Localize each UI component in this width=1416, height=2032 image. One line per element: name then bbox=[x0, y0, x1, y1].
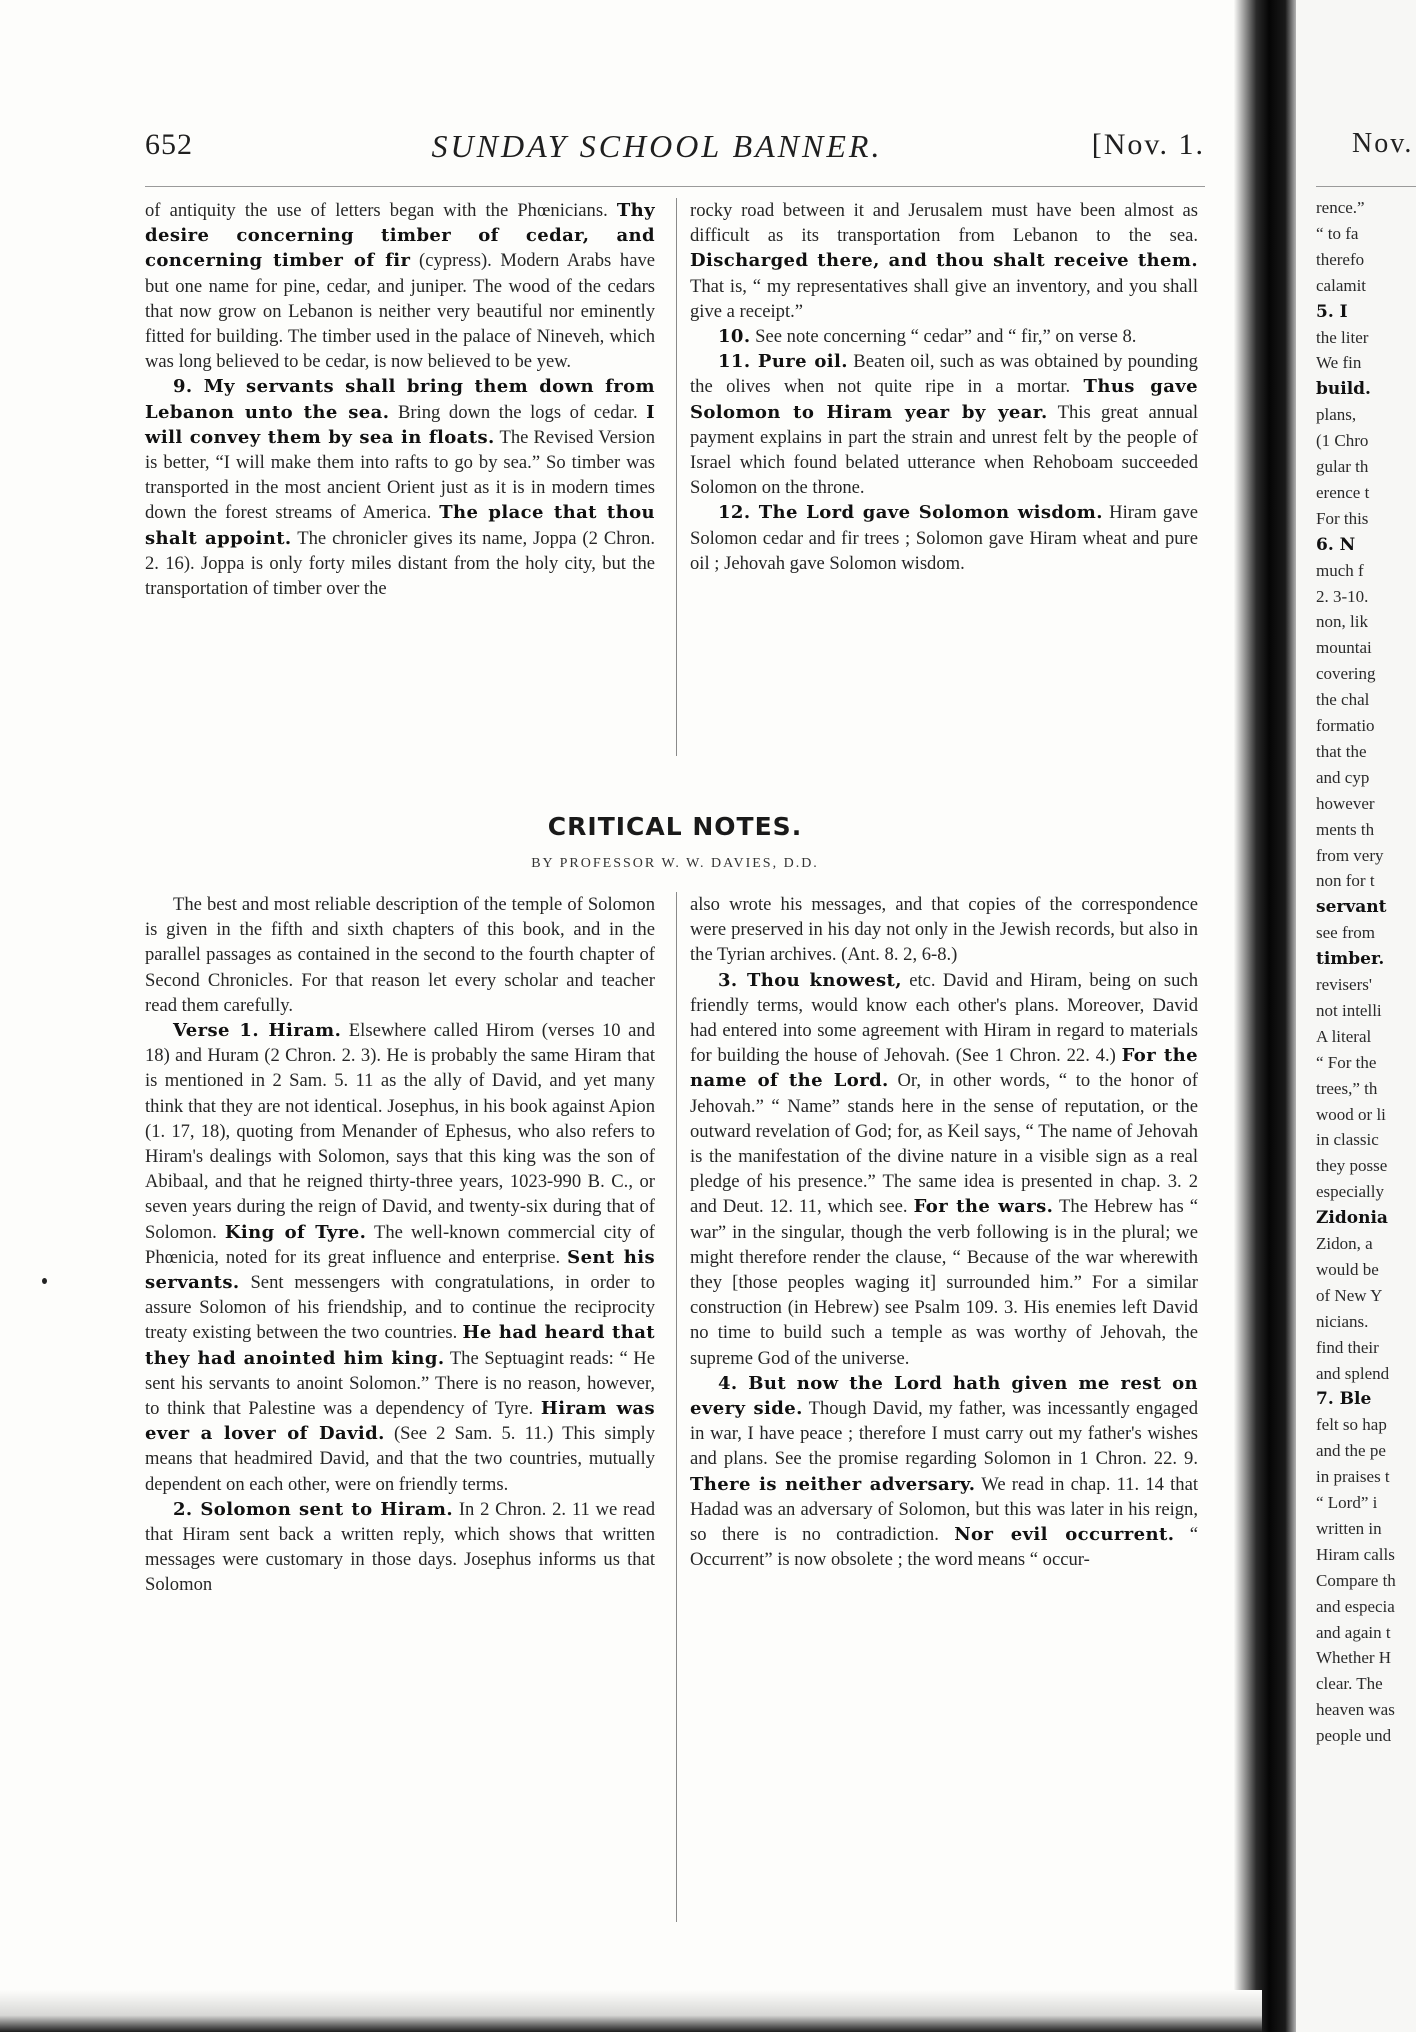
text-run: (cypress). Modern Arabs have but one name for pine, cedar, and juniper. The wood of the cedars that now grow on Lebanon is neither very beautiful nor eminently fitted for building. The timber used in the palace of Nineveh, which was long believed to be cedar, is now believed to be yew. bbox=[145, 250, 655, 373]
right-page-line: wood or li bbox=[1316, 1104, 1386, 1124]
text-run: The Hebrew has “ war” in the singular, though the verb following is in the plural; we might therefore render the clause, “ Because of the war wherewith they [those peoples waging it] surrounded him.” For a similar construction (in Hebrew) see Psalm 109. 3. His enemies left David no time to build such a temple as was worthy of Jehovah, the supreme God of the universe. bbox=[690, 1196, 1199, 1369]
column-rule-top bbox=[676, 198, 677, 756]
right-page-folio: Nov. bbox=[1352, 128, 1414, 159]
bold-heading-run: Sent his servants. bbox=[145, 1246, 655, 1294]
right-page-line: rence.” bbox=[1316, 198, 1365, 217]
bold-heading-run: He had heard that they had anointed him king. bbox=[145, 1322, 655, 1369]
text-run: That is, “ my representatives shall give an inventory, and you shall give a receipt.” bbox=[690, 275, 1198, 322]
bold-heading-run: 10. bbox=[718, 326, 751, 348]
bold-heading-run: 11. Pure oil. bbox=[718, 351, 848, 373]
right-page-line: not intelli bbox=[1316, 1000, 1382, 1020]
right-page-line: especially bbox=[1316, 1182, 1384, 1202]
right-page-line: trees,” th bbox=[1316, 1078, 1378, 1098]
right-page-line: heaven was bbox=[1316, 1700, 1395, 1720]
right-page-line: Compare th bbox=[1316, 1570, 1396, 1590]
right-page-line: nicians. bbox=[1316, 1311, 1369, 1331]
bold-heading-run: For the name of the Lord. bbox=[690, 1045, 1198, 1092]
right-page-line: 2. 3-10. bbox=[1316, 586, 1369, 606]
right-page-line: therefo bbox=[1316, 249, 1365, 269]
text-run: The Septuagint reads: “ He sent his servants to anoint Solomon.” There is no reason, however, to think that Palestine was a dependency of Tyre. bbox=[145, 1347, 655, 1420]
text-run: etc. David and Hiram, being on such friendly terms, would know each other's plans. Moreover, David had entered into some agreement with Hiram in regard to materials for building the house of Jehovah. (See 1 Chron. 22. 4.) bbox=[690, 969, 1198, 1067]
bold-heading-run: I will convey them by sea in floats. bbox=[145, 401, 655, 448]
section-byline: BY PROFESSOR W. W. DAVIES, D.D. bbox=[531, 856, 819, 871]
text-run: The Revised Version is better, “I will make them into rafts to go by sea.” So timber was transported in the most ancient Orient just as it is in modern times down the forest streams of America. bbox=[145, 426, 656, 524]
right-page-line: Zidonia bbox=[1316, 1208, 1388, 1229]
text-run: Beaten oil, such as was obtained by pounding the olives when not quite ripe in a mortar. bbox=[690, 351, 1198, 398]
text-run: This great annual payment explains in part the strain and unrest felt by the people of Israel which found belated utterance when Rehoboam succeeded Solomon on the throne. bbox=[690, 401, 1199, 499]
right-page-line: however bbox=[1316, 793, 1375, 813]
page-bottom-edge bbox=[0, 1990, 1262, 2032]
bold-heading-run: For the wars. bbox=[913, 1196, 1054, 1218]
bottom-right-column bbox=[690, 892, 1198, 1572]
right-page-line: Hiram calls bbox=[1316, 1544, 1395, 1564]
section-title: CRITICAL NOTES. bbox=[547, 812, 803, 841]
right-page-line: A literal bbox=[1316, 1026, 1372, 1046]
right-page-line: non, lik bbox=[1316, 612, 1368, 632]
text-run: In 2 Chron. 2. 11 we read that Hiram sent back a written reply, which shows that written messages were customary in those days. Josephus informs us that Solomon bbox=[145, 1498, 655, 1596]
paragraph bbox=[690, 500, 1198, 576]
right-page-line: (1 Chro bbox=[1316, 431, 1369, 451]
bold-heading-run: 2. Solomon sent to Hiram. bbox=[173, 1498, 454, 1520]
right-page-header-rule bbox=[1316, 186, 1416, 187]
text-run: The best and most reliable description of the temple of Solomon is given in the fifth and sixth chapters of this book, and in the parallel passages as contained in the second to the fourth chapter of Second Chronicles. For that reason let every scholar and teacher read them carefully. bbox=[145, 894, 655, 1016]
right-page-line: and cyp bbox=[1316, 767, 1370, 787]
right-page-line: “ to fa bbox=[1316, 223, 1359, 243]
right-page-line: We fin bbox=[1316, 353, 1362, 373]
page-gutter-shadow bbox=[1234, 0, 1298, 2032]
right-page-line: the chal bbox=[1316, 690, 1370, 710]
right-page-line: find their bbox=[1316, 1337, 1379, 1357]
right-page-line: felt so hap bbox=[1316, 1415, 1387, 1435]
text-run: Elsewhere called Hirom (verses 10 and 18) and Huram (2 Chron. 2. 3). He is probably the same Hiram that is mentioned in 2 Sam. 5. 11 as the ally of David, and yet many think that they are not identical. Josephus, in his book against Apion (1. 17, 18), quoting from Menander of Ephesus, who also refers to Hiram's dealings with Solomon, says that this king was the son of Abibaal, and that he reigned thirty-three years, 1023-990 B. C., or seven years during the reign of David, and twenty-six during that of Solomon. bbox=[145, 1020, 656, 1243]
right-page-line: much f bbox=[1316, 560, 1364, 580]
right-page-line: and the pe bbox=[1316, 1441, 1386, 1461]
text-run: See note concerning “ cedar” and “ fir,” on verse 8. bbox=[750, 326, 1137, 348]
running-head bbox=[145, 128, 1205, 174]
right-page-line: and especia bbox=[1316, 1596, 1395, 1616]
journal-title: SUNDAY SCHOOL BANNER. bbox=[431, 128, 883, 164]
bold-heading-run: Nor evil occurrent. bbox=[954, 1524, 1175, 1546]
right-page-line: and again t bbox=[1316, 1622, 1391, 1642]
right-page-line: build. bbox=[1316, 379, 1371, 400]
right-page-line: written in bbox=[1316, 1518, 1382, 1538]
bold-heading-run: Verse 1. Hiram. bbox=[173, 1020, 342, 1042]
right-page-line: calamit bbox=[1316, 275, 1367, 295]
text-run: (See 2 Sam. 5. 11.) This simply means that headmired David, and that the two countries, mutually dependent on each other, were on friendly terms. bbox=[145, 1423, 655, 1495]
right-page-line: mountai bbox=[1316, 638, 1372, 658]
paragraph bbox=[690, 1371, 1198, 1573]
paragraph bbox=[690, 198, 1198, 324]
paragraph bbox=[145, 198, 655, 374]
header-rule bbox=[145, 186, 1205, 187]
right-page-line: of New Y bbox=[1316, 1285, 1383, 1305]
text-run: Bring down the logs of cedar. bbox=[389, 401, 647, 423]
text-run: rocky road between it and Jerusalem must have been almost as difficult as its transportation from Lebanon to the sea. bbox=[690, 200, 1198, 247]
paragraph bbox=[145, 374, 655, 601]
right-page-line: would be bbox=[1316, 1259, 1379, 1279]
right-page-line: Whether H bbox=[1316, 1648, 1392, 1668]
top-left-column bbox=[145, 198, 655, 601]
right-page-line: in praises t bbox=[1316, 1467, 1390, 1487]
right-page-line: see from bbox=[1316, 923, 1376, 943]
right-page-line: people und bbox=[1316, 1726, 1392, 1746]
bold-heading-run: 12. The Lord gave Solomon wisdom. bbox=[718, 502, 1103, 524]
paragraph bbox=[690, 349, 1198, 500]
page-number: 652 bbox=[145, 128, 193, 161]
paragraph bbox=[145, 1018, 655, 1497]
right-page-line: timber. bbox=[1316, 949, 1385, 970]
right-page-line: and splend bbox=[1316, 1363, 1390, 1383]
bottom-left-column bbox=[145, 892, 655, 1598]
bold-heading-run: There is neither adversary. bbox=[690, 1473, 976, 1495]
text-run: Hiram gave Solomon cedar and fir trees ; Solomon gave Hiram wheat and pure oil ; Jehovah gave Solomon wisdom. bbox=[690, 502, 1198, 574]
text-run: We read in chap. 11. 14 that Hadad was an adversary of Solomon, but this was later in his reign, so there is no contradiction. bbox=[690, 1473, 1198, 1546]
right-page-line: Zidon, a bbox=[1316, 1234, 1373, 1253]
paragraph bbox=[690, 324, 1198, 349]
right-page-line: erence t bbox=[1316, 482, 1370, 502]
bold-heading-run: 9. My servants shall bring them down from Lebanon unto the sea. bbox=[145, 376, 655, 423]
bold-heading-run: King of Tyre. bbox=[224, 1221, 367, 1243]
text-run: Or, in other words, “ to the honor of Jehovah.” “ Name” stands here in the sense of reputation, or the outward revelation of God; for, as Keil says, “ The name of Jehovah is the manifestation of the divine nature in a visible sign as a real pledge of his presence.” The same idea is presented in chap. 3. 2 and Deut. 12. 11, which see. bbox=[690, 1070, 1198, 1218]
bold-heading-run: Thus gave Solomon to Hiram year by year. bbox=[690, 376, 1198, 423]
paragraph bbox=[690, 892, 1198, 968]
paragraph bbox=[145, 892, 655, 1018]
right-page-line: from very bbox=[1316, 845, 1384, 865]
right-page-line: that the bbox=[1316, 741, 1367, 761]
bold-heading-run: 3. Thou knowest, bbox=[718, 969, 902, 991]
text-run: “ Occurrent” is now obsolete ; the word means “ occur- bbox=[690, 1524, 1198, 1571]
right-page-line: servant bbox=[1316, 897, 1387, 918]
right-page-line: gular th bbox=[1316, 457, 1369, 476]
right-page-line: covering bbox=[1316, 664, 1376, 684]
right-page-line: 6. N bbox=[1316, 534, 1356, 555]
right-page-line: clear. The bbox=[1316, 1674, 1383, 1694]
column-rule-bottom bbox=[676, 892, 677, 1922]
ink-speck bbox=[42, 1278, 47, 1284]
right-page-line: plans, bbox=[1316, 405, 1357, 425]
bold-heading-run: The place that thou shalt appoint. bbox=[145, 502, 655, 549]
right-page-line: 7. Ble bbox=[1316, 1389, 1372, 1410]
right-page-line: non for t bbox=[1316, 871, 1375, 891]
bold-heading-run: 4. But now the Lord hath given me rest on every side. bbox=[690, 1372, 1198, 1420]
bold-heading-run: Discharged there, and thou shalt receive them. bbox=[690, 250, 1198, 272]
text-run: Sent messengers with congratulations, in order to assure Solomon of his friendship, and to continue the reciprocity treaty existing between the two countries. bbox=[145, 1272, 655, 1344]
bold-heading-run: Hiram was ever a lover of David. bbox=[145, 1398, 655, 1445]
right-page-line: For this bbox=[1316, 508, 1369, 528]
text-run: The chronicler gives its name, Joppa (2 Chron. 2. 16). Joppa is only forty miles distant from the holy city, but the transportation of timber over the bbox=[145, 527, 656, 600]
right-page-line: in classic bbox=[1316, 1130, 1379, 1150]
text-run: also wrote his messages, and that copies of the correspondence were preserved in his day not only in the Jewish records, but also in the Tyrian archives. (Ant. 8. 2, 6-8.) bbox=[690, 894, 1198, 966]
paragraph bbox=[145, 1497, 655, 1598]
right-page-line: 5. I bbox=[1316, 301, 1348, 322]
right-page-line: ments th bbox=[1316, 819, 1375, 839]
bold-heading-run: Thy desire concerning timber of cedar, and concerning timber of fir bbox=[145, 200, 655, 272]
top-right-column bbox=[690, 198, 1198, 576]
right-page-line: “ For the bbox=[1316, 1052, 1377, 1072]
right-page-line: formatio bbox=[1316, 716, 1375, 735]
text-run: The well-known commercial city of Phœnicia, noted for its great influence and enterprise. bbox=[145, 1221, 655, 1268]
right-page-line: “ Lord” i bbox=[1316, 1493, 1378, 1512]
issue-date: [Nov. 1. bbox=[1091, 128, 1205, 161]
paragraph bbox=[690, 968, 1198, 1371]
right-page-line: they posse bbox=[1316, 1156, 1388, 1176]
text-run: of antiquity the use of letters began with the Phœnicians. bbox=[145, 200, 617, 221]
text-run: Though David, my father, was incessantly engaged in war, I have peace ; therefore I must carry out my father's wishes and plans. See the promise regarding Solomon in 1 Chron. 22. 9. bbox=[690, 1398, 1198, 1470]
right-page-line: revisers' bbox=[1316, 975, 1372, 994]
right-page-line: the liter bbox=[1316, 327, 1369, 347]
